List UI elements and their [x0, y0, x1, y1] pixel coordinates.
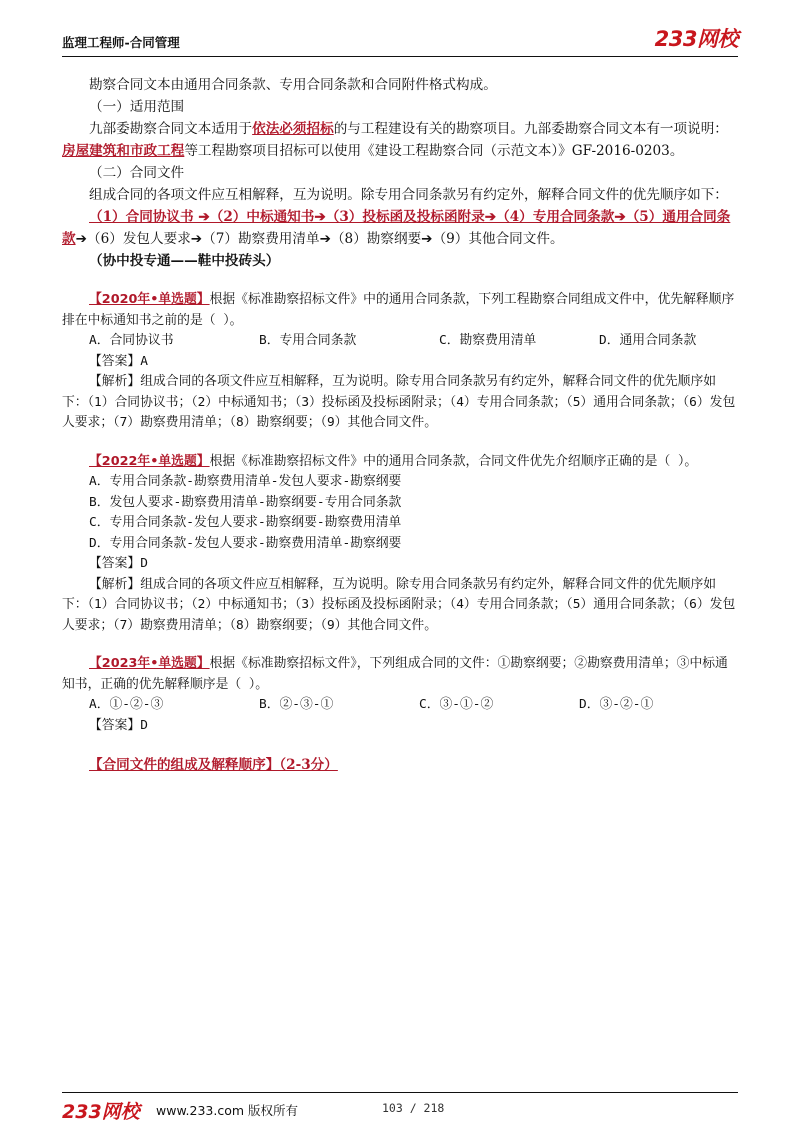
- intro-paragraph: 勘察合同文本由通用合同条款、专用合同条款和合同附件格式构成。: [89, 77, 497, 93]
- analysis: 【解析】组成合同的各项文件应互相解释，互为说明。除专用合同条款另有约定外，解释合同文件的优先顺序如下：（1）合同协议书；（2）中标通知书；（3）投标函及投标函附录；（4）专用合同条款；（5）通用合同条款；（6）发包人要求；（7）勘察费用清单；（8）勘察纲要；（9）其他合同文件。: [62, 576, 736, 633]
- option-c: C．③-①-②: [419, 697, 494, 712]
- options-row: [62, 331, 738, 352]
- option-c: C．专用合同条款-发包人要求-勘察纲要-勘察费用清单: [89, 515, 402, 530]
- priority-order: [62, 206, 738, 250]
- option-d: D．③-②-①: [579, 697, 654, 712]
- analysis: 【解析】组成合同的各项文件应互相解释，互为说明。除专用合同条款另有约定外，解释合同文件的优先顺序如下：（1）合同协议书；（2）中标通知书；（3）投标函及投标函附录；（4）专用合同条款；（5）通用合同条款；（6）发包人要求；（7）勘察费用清单；（8）勘察纲要；（9）其他合同文件。: [62, 374, 736, 430]
- brand-logo[interactable]: 233网校: [654, 27, 738, 51]
- option-d: D．通用合同条款: [599, 333, 697, 348]
- option-b: B．发包人要求-勘察费用清单-勘察纲要-专用合同条款: [89, 494, 402, 510]
- option-a: A．合同协议书: [89, 333, 174, 348]
- option-a: A．①-②-③: [89, 697, 164, 712]
- page-footer: [62, 1092, 738, 1123]
- option-c: C．勘察费用清单: [439, 333, 537, 348]
- keyword-link: 房屋建筑和市政工程: [62, 143, 185, 159]
- option-b: B．②-③-①: [259, 697, 334, 712]
- section1-title: （一）适用范围: [89, 99, 185, 115]
- question-2020: [62, 290, 738, 434]
- topic-label: [62, 754, 738, 776]
- text-span: 等工程勘察项目招标可以使用《建设工程勘察合同（示范文本）》GF-2016-0203。: [184, 143, 684, 159]
- answer: 【答案】D: [89, 556, 148, 571]
- page-content: [62, 74, 738, 776]
- option-a: A．专用合同条款-勘察费用清单-发包人要求-勘察纲要: [89, 474, 402, 489]
- question-tag: 【2023年•单选题】: [89, 656, 210, 671]
- page-header: [62, 26, 738, 57]
- question-stem: 根据《标准勘察招标文件》中的通用合同条款，下列工程勘察合同组成文件中，优先解释顺序排在中标通知书之前的是（ ）。: [62, 292, 735, 328]
- footer-copyright: www.233.com 版权所有: [156, 1103, 298, 1118]
- option-b: B．专用合同条款: [259, 333, 357, 348]
- question-tag: 【2020年•单选题】: [89, 292, 210, 307]
- text-span: 九部委勘察合同文本适用于: [89, 121, 253, 137]
- question-2023: [62, 654, 738, 736]
- topic-text: 【合同文件的组成及解释顺序】（2-3分）: [89, 757, 338, 773]
- question-2022: [62, 452, 738, 637]
- question-tag: 【2022年•单选题】: [89, 453, 210, 469]
- section1-paragraph: [62, 118, 738, 162]
- section2-paragraph: 组成合同的各项文件应互相解释，互为说明。除专用合同条款另有约定外，解释合同文件的优先顺序如下：: [89, 187, 728, 203]
- question-stem: 根据《标准勘察招标文件》，下列组成合同的文件：①勘察纲要；②勘察费用清单；③中标通知书，正确的优先解释顺序是（ ）。: [62, 656, 728, 692]
- priority-order-highlight: （1）合同协议书 ➔（2）中标通知书➔（3）投标函及投标函附录➔（4）专用合同条款➔（5）通用合同条款: [62, 209, 731, 247]
- answer: 【答案】A: [89, 353, 148, 369]
- mnemonic: （协中投专通——鞋中投砖头）: [89, 253, 280, 269]
- header-title: 监理工程师-合同管理: [62, 35, 180, 50]
- options-row: [62, 695, 738, 716]
- priority-order-rest: ➔（6）发包人要求➔（7）勘察费用清单➔（8）勘察纲要➔（9）其他合同文件。: [75, 231, 564, 247]
- answer: 【答案】D: [89, 717, 148, 733]
- keyword-link: 依法必须招标: [252, 121, 334, 137]
- footer-logo[interactable]: 233网校: [62, 1101, 140, 1123]
- section2-title: （二）合同文件: [89, 165, 185, 181]
- text-span: 的与工程建设有关的勘察项目。九部委勘察合同文本有一项说明：: [333, 121, 728, 137]
- page-number: 103 / 218: [382, 1101, 445, 1115]
- question-stem: 根据《标准勘察招标文件》中的通用合同条款，合同文件优先介绍顺序正确的是（ ）。: [209, 453, 698, 469]
- option-d: D．专用合同条款-发包人要求-勘察费用清单-勘察纲要: [89, 535, 402, 551]
